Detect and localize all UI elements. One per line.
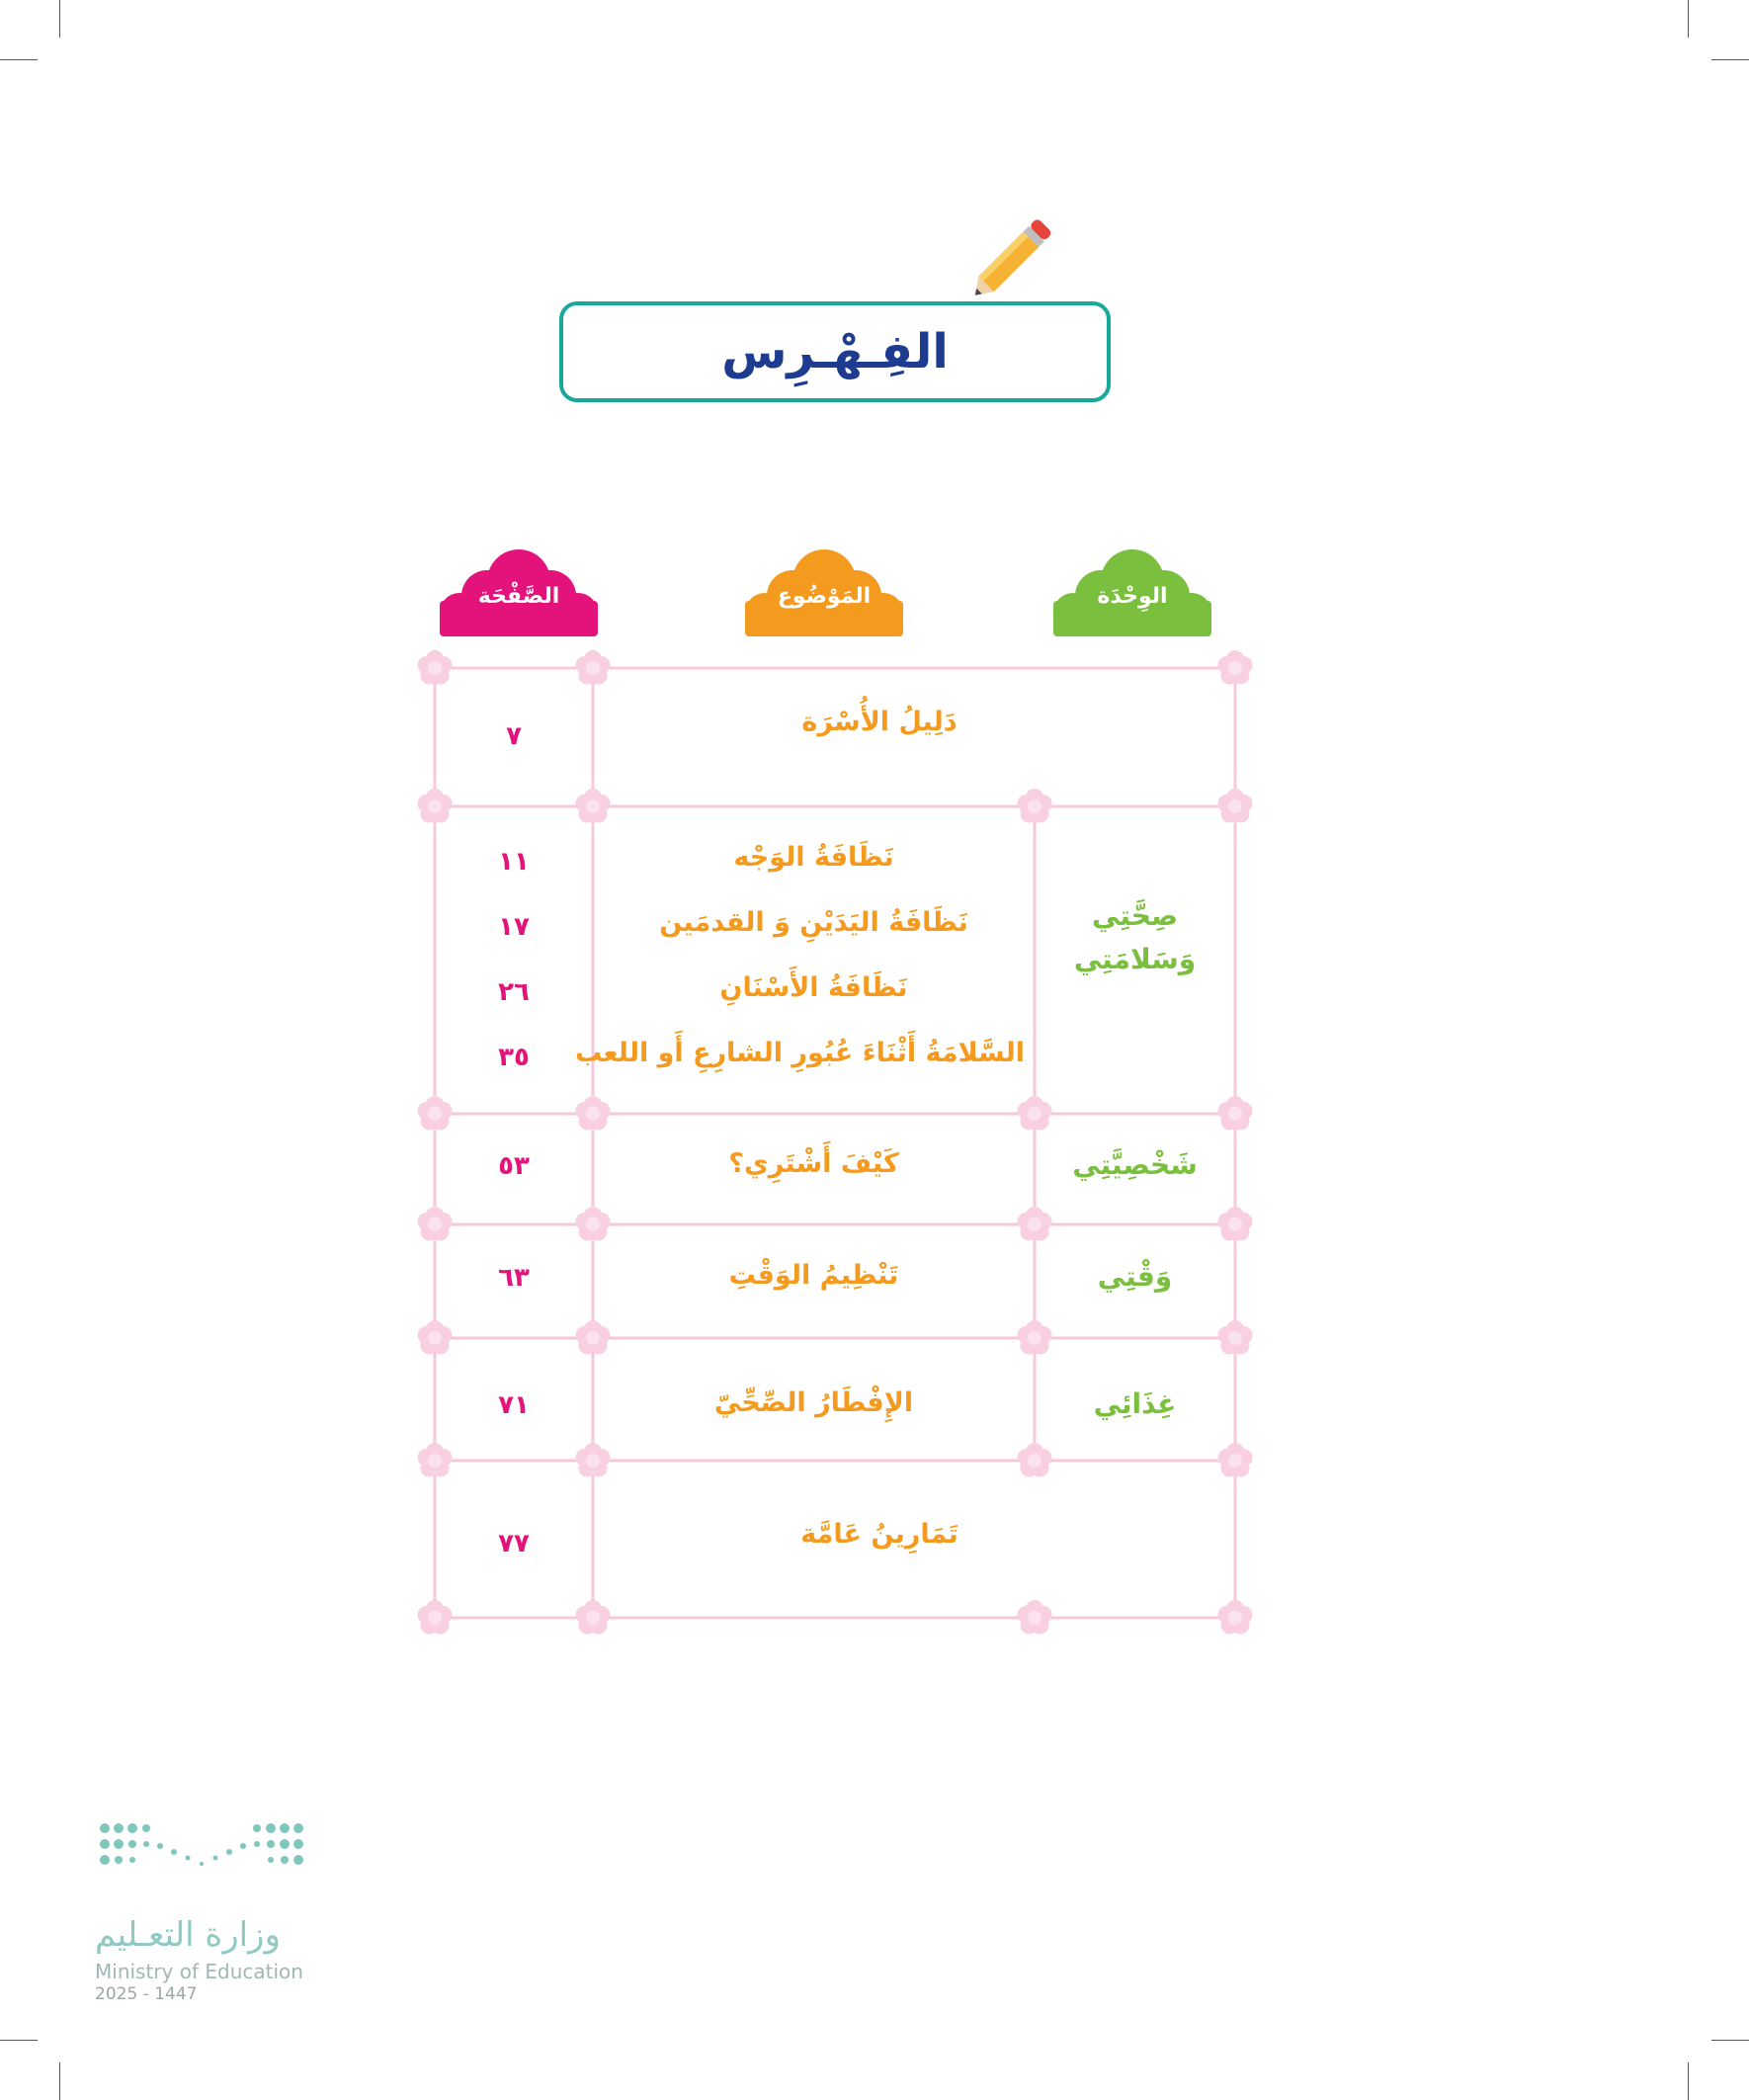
topic-family-guide: دَلِيلُ الأُسْرَة [801,707,958,737]
page-number: ٦٣ [498,1263,530,1293]
flower-decorations [418,650,1253,1635]
unit-my-time: وَقْتِي [1097,1260,1173,1293]
page-number: ٧ [506,721,522,751]
topic-healthy-breakfast: الإِفْطَارُ الصِّحِّيّ [713,1387,914,1418]
ministry-year: 2025 - 1447 [95,1984,198,2004]
topic-how-to-buy: كَيْفَ أَشْتَرِي؟ [728,1148,899,1179]
page-number: ٧١ [498,1390,530,1420]
unit-health-safety: صِحَّتِي وَسَلامَتِي [1073,899,1197,975]
page-title: الفِـهْـرِس [721,324,949,379]
topic-general-exercises: تَمَارِينُ عَامَّة [800,1519,958,1550]
ministry-name-ar: وزارة التعـليم [95,1915,281,1955]
page-number: ١١ [498,847,530,877]
header-topic-label: المَوْضُوع [777,584,872,609]
page-number: ٥٣ [498,1151,530,1181]
unit-personality: شَخْصِيَّتِي [1072,1148,1198,1181]
topic-hands-feet-cleanliness: نَظَافَةُ اليَدَيْنِ وَ القدمَين [659,907,968,938]
unit-my-food: غِذَائِي [1093,1387,1177,1420]
topic-teeth-cleanliness: نَظَافَةُ الأَسْنَانِ [719,972,908,1003]
header-page-label: الصَّفْحَة [477,584,560,609]
ministry-name-en: Ministry of Education [95,1960,303,1983]
header-unit-label: الوِحْدَة [1097,584,1168,609]
topic-road-safety: السَّلامَةُ أَثْنَاءَ عُبُورِ الشارِعِ أَو اللعب [574,1038,1025,1068]
page-number: ٧٧ [498,1529,530,1558]
topic-face-cleanliness: نَظَافَةُ الوَجْه [733,842,894,873]
page-number: ٢٦ [498,977,530,1007]
topic-time-management: تَنْظِيمُ الوَقْتِ [728,1260,899,1291]
page-number: ٣٥ [498,1043,530,1072]
page-number: ١٧ [498,912,530,942]
ministry-logo [95,1818,322,1917]
